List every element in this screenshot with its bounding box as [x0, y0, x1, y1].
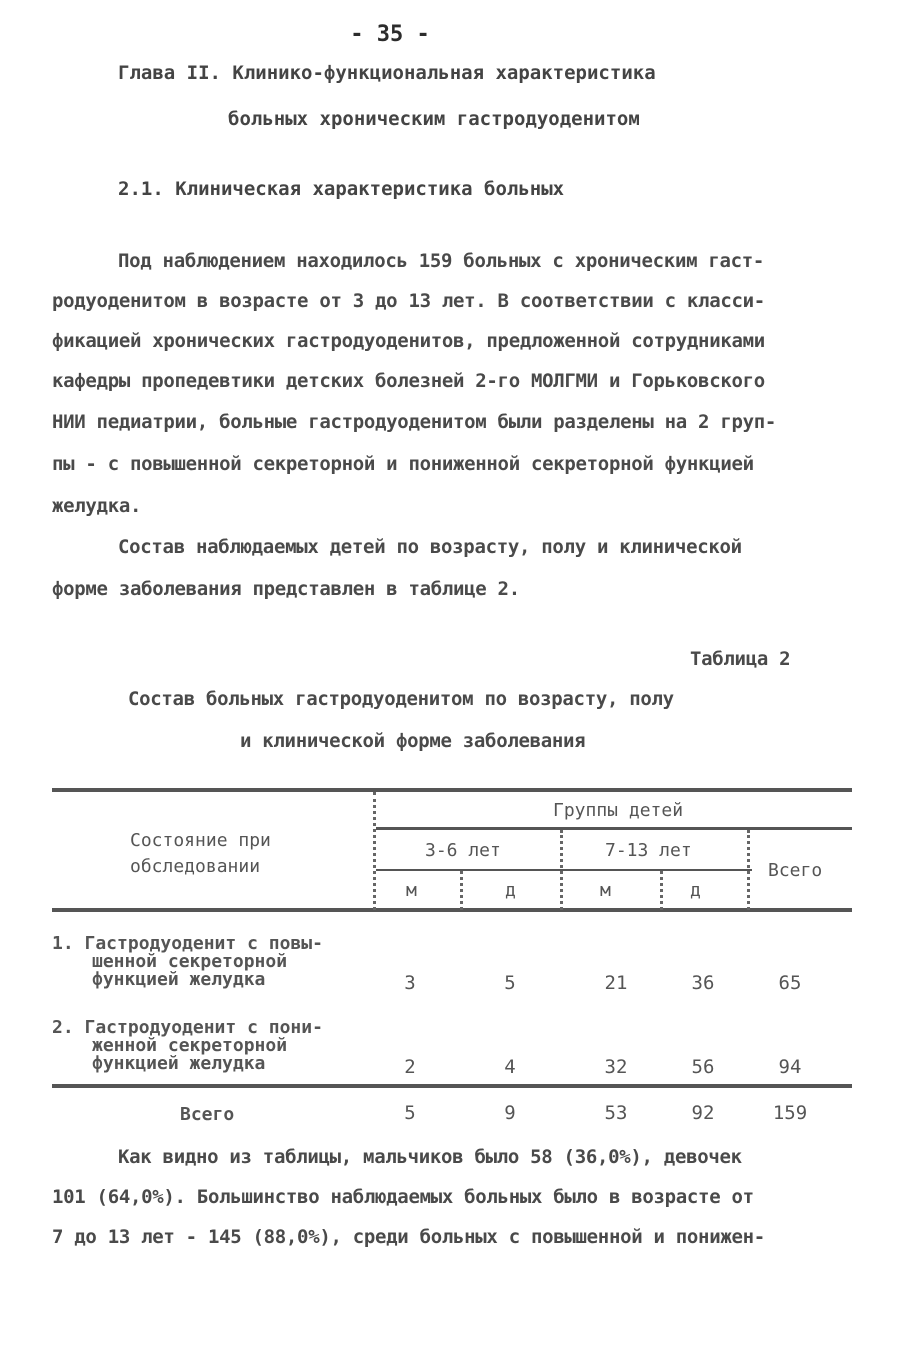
- chapter-title-line2: больных хроническим гастродуоденитом: [228, 108, 640, 130]
- table-header-sex: м: [600, 880, 611, 901]
- table-cell: 5: [504, 972, 516, 994]
- table-divider: [373, 792, 376, 910]
- table-cell: 56: [691, 1056, 715, 1078]
- section-title: 2.1. Клиническая характеристика больных: [118, 178, 565, 200]
- page-number: - 35 -: [350, 22, 430, 47]
- table-total-cell: 9: [504, 1102, 516, 1124]
- table-total-cell: 159: [772, 1102, 808, 1124]
- table-header-bottom-rule: [52, 908, 852, 912]
- paragraph-line: кафедры пропедевтики детских болезней 2-го МОЛГМИ и Горьковского: [52, 370, 765, 392]
- paragraph-line: Состав наблюдаемых детей по возрасту, полу и клинической: [118, 536, 742, 558]
- table-total-cell: 53: [604, 1102, 628, 1124]
- table-header-groups: Группы детей: [553, 800, 684, 821]
- table-row-label: функцией желудка: [92, 969, 266, 990]
- table-cell: 65: [778, 972, 802, 994]
- table-rule-groups: [376, 827, 852, 830]
- table-cell: 2: [404, 1056, 416, 1078]
- paragraph-line: 7 до 13 лет - 145 (88,0%), среди больных с повышенной и понижен-: [52, 1226, 765, 1248]
- table-cell: 3: [404, 972, 416, 994]
- table-divider: [747, 830, 750, 910]
- table-row-label: 1. Гастродуоденит с повы-: [52, 933, 323, 954]
- table-cell: 94: [778, 1056, 802, 1078]
- paragraph-line: 101 (64,0%). Большинство наблюдаемых больных было в возрасте от: [52, 1186, 754, 1208]
- table-row-label: женной секреторной: [92, 1035, 288, 1056]
- table-header-sex: д: [690, 880, 701, 901]
- table-cell: 36: [691, 972, 715, 994]
- table-row-label: шенной секреторной: [92, 951, 288, 972]
- paragraph-line: пы - с повышенной секреторной и пониженной секреторной функцией: [52, 453, 754, 475]
- table-header-sex: д: [505, 880, 516, 901]
- table-row-label: функцией желудка: [92, 1053, 266, 1074]
- table-divider: [460, 871, 463, 910]
- table-header-total: Всего: [768, 860, 823, 881]
- table-cell: 32: [604, 1056, 628, 1078]
- table-header-sex: м: [406, 880, 417, 901]
- paragraph-line: родуоденитом в возрасте от 3 до 13 лет. В соответствии с класси-: [52, 290, 765, 312]
- table-header-state: Состояние при: [130, 830, 271, 851]
- table-label: Таблица 2: [690, 648, 791, 670]
- paragraph-line: фикацией хронических гастродуоденитов, предложенной сотрудниками: [52, 330, 765, 352]
- table-header-state: обследовании: [130, 856, 261, 877]
- table-divider: [560, 830, 563, 910]
- table-header-age: 7-13 лет: [605, 840, 692, 861]
- table-divider: [660, 871, 663, 910]
- paragraph-line: НИИ педиатрии, больные гастродуоденитом были разделены на 2 груп-: [52, 411, 777, 433]
- table-top-rule: [52, 788, 852, 792]
- table-rule-ages: [376, 869, 752, 871]
- table-total-label: Всего: [180, 1104, 235, 1125]
- table-header-age: 3-6 лет: [425, 840, 501, 861]
- table-total-cell: 5: [404, 1102, 416, 1124]
- table-cell: 21: [604, 972, 628, 994]
- paragraph-line: желудка.: [52, 495, 142, 517]
- table-caption-line2: и клинической форме заболевания: [240, 730, 586, 752]
- paragraph-line: Под наблюдением находилось 159 больных с хроническим гаст-: [118, 250, 765, 272]
- table-row-label: 2. Гастродуоденит с пони-: [52, 1017, 323, 1038]
- chapter-title-line1: Глава II. Клинико-функциональная характеристика: [118, 62, 656, 84]
- table-body-bottom-rule: [52, 1084, 852, 1088]
- table-caption-line1: Состав больных гастродуоденитом по возрасту, полу: [128, 688, 674, 710]
- paragraph-line: форме заболевания представлен в таблице 2.: [52, 578, 520, 600]
- table-cell: 4: [504, 1056, 516, 1078]
- table-total-cell: 92: [691, 1102, 715, 1124]
- paragraph-line: Как видно из таблицы, мальчиков было 58 (36,0%), девочек: [118, 1146, 742, 1168]
